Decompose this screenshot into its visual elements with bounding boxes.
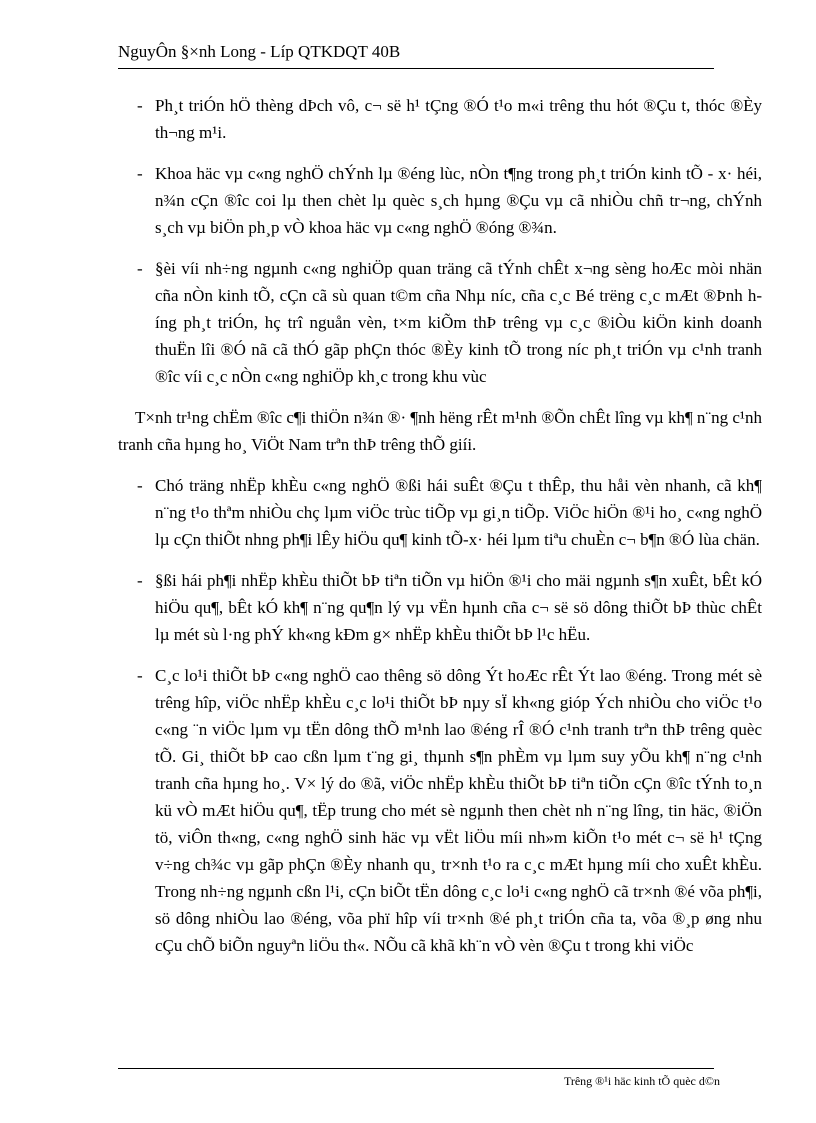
list-item (118, 662, 762, 959)
list-item (118, 255, 762, 390)
list-item-text: C¸c lo¹i thiÕt bÞ c«ng nghÖ cao thêng sö dông Ýt hoÆc rÊt Ýt lao ®éng. Trong mét sè trêng hîp, viÖc nhËp khÈu c¸c lo¹i thiÕt bÞ nµy sÏ kh«ng gióp Ých nhiÒu cho viÖc t¹o c«ng ¨n viÖc lµm vµ tËn dông thÕ m¹nh lao ®éng rÎ ®Ó c¹nh tranh trªn thÞ trêng quèc tÕ. Gi¸ thiÕt bÞ cao cßn lµm t¨ng gi¸ thµnh s¶n phÈm vµ lµm suy yÕu kh¶ n¨ng c¹nh tranh cña hµng ho¸. V× lý do ®ã, viÖc nhËp khÈu thiÕt bÞ tiªn tiÕn cÇn ®îc tÝnh to¸n kü vÒ mÆt hiÖu qu¶, tËp trung cho mét sè ngµnh then chèt nh n¨ng lîng, tin häc, ®iÖn tö, viÔn th«ng, c«ng nghÖ sinh häc vµ vËt liÖu míi nh»m kiÕn t¹o mét c¬ së h¹ tÇng v÷ng ch¾c vµ gãp phÇn ®Èy nhanh qu¸ tr×nh t¹o ra c¸c mÆt hµng míi cho xuÊt khÈu. Trong nh÷ng ngµnh cßn l¹i, cÇn biÕt tËn dông c¸c lo¹i c«ng nghÖ cã tr×nh ®é võa ph¶i, sö dông nhiÒu lao ®éng, võa phï hîp víi tr×nh ®é ph¸t triÓn cña ta, võa ®¸p øng nhu cÇu chÕ biÕn nguyªn liÖu th«. NÕu cã khã kh¨n vÒ vèn ®Çu t trong khi viÖc (155, 666, 762, 955)
page-header (118, 38, 714, 69)
bullet-dash: - (137, 571, 143, 590)
list-item-text: Khoa häc vµ c«ng nghÖ chÝnh lµ ®éng lùc, nÒn t¶ng trong ph¸t triÓn kinh tÕ - x· héi, n¾n cÇn ®îc coi lµ then chèt lµ quèc s¸ch hµng ®Çu vµ cã nhiÒu chñ tr¬ng, chÝnh s¸ch vµ biÖn ph¸p vÒ khoa häc vµ c«ng nghÖ ®óng ®¾n. (155, 164, 762, 237)
list-item-text: §ßi hái ph¶i nhËp khÈu thiÕt bÞ tiªn tiÕn vµ hiÖn ®¹i cho mäi ngµnh s¶n xuÊt, bÊt kÓ hiÖu qu¶, bÊt kÓ kh¶ n¨ng qu¶n lý vµ vËn hµnh cña c¬ së sö dông thiÕt bÞ thùc chÊt lµ mét sù l·ng phÝ kh«ng kÐm g× nhËp khÈu thiÕt bÞ l¹c hËu. (155, 571, 762, 644)
bullet-list-bottom (118, 472, 762, 959)
footer-text: Trêng ®¹i häc kinh tÕ quèc d©n (563, 1074, 720, 1088)
list-item (118, 92, 762, 146)
bullet-list-top (118, 92, 762, 390)
body-paragraph: T×nh tr¹ng chËm ®îc c¶i thiÖn n¾n ®· ¶nh hëng rÊt m¹nh ®Õn chÊt lîng vµ kh¶ n¨ng c¹nh tranh cña hµng ho¸ ViÖt Nam trªn thÞ trêng thÕ giíi. (118, 408, 762, 454)
list-item-text: §èi víi nh÷ng ngµnh c«ng nghiÖp quan träng cã tÝnh chÊt x¬ng sèng hoÆc mòi nhän cña nÒn kinh tÕ, cÇn cã sù quan t©m cña Nhµ níc, cña c¸c Bé trëng c¸c mÆt ®Þnh híng ph¸t triÓn, hç trî nguån vèn, t×m kiÕm thÞ trêng vµ c¸c ®iÒu kiÖn kinh doanh thuËn lîi ®Ó nã cã thÓ gãp phÇn thóc ®Èy kinh tÕ trong níc ph¸t triÓn vµ c¹nh tranh ®îc víi c¸c nÒn c«ng nghiÖp kh¸c trong khu vùc (155, 259, 762, 386)
bullet-dash: - (137, 666, 143, 685)
page-footer (118, 1068, 720, 1095)
bullet-dash: - (137, 259, 143, 278)
list-item (118, 567, 762, 648)
list-item-text: Chó träng nhËp khÈu c«ng nghÖ ®ßi hái suÊt ®Çu t thÊp, thu håi vèn nhanh, cã kh¶ n¨ng t¹o thªm nhiÒu chç lµm viÖc trùc tiÕp vµ gi¸n tiÕp. ViÖc hiÖn ®¹i ho¸ c«ng nghÖ lµ cÇn thiÕt nhng ph¶i lÊy hiÖu qu¶ kinh tÕ-x· héi lµm tiªu chuÈn c¬ b¶n ®Ó lùa chän. (155, 476, 762, 549)
list-item (118, 160, 762, 241)
bullet-dash: - (137, 476, 143, 495)
bullet-dash: - (137, 164, 143, 183)
list-item-text: Ph¸t triÓn hÖ thèng dÞch vô, c¬ së h¹ tÇng ®Ó t¹o m«i trêng thu hót ®Çu t, thóc ®Èy th¬ng m¹i. (155, 96, 762, 142)
list-item (118, 472, 762, 553)
page-content (118, 92, 762, 973)
bullet-dash: - (137, 96, 143, 115)
header-title: NguyÔn §×nh Long - Líp QTKDQT 40B (118, 42, 401, 61)
